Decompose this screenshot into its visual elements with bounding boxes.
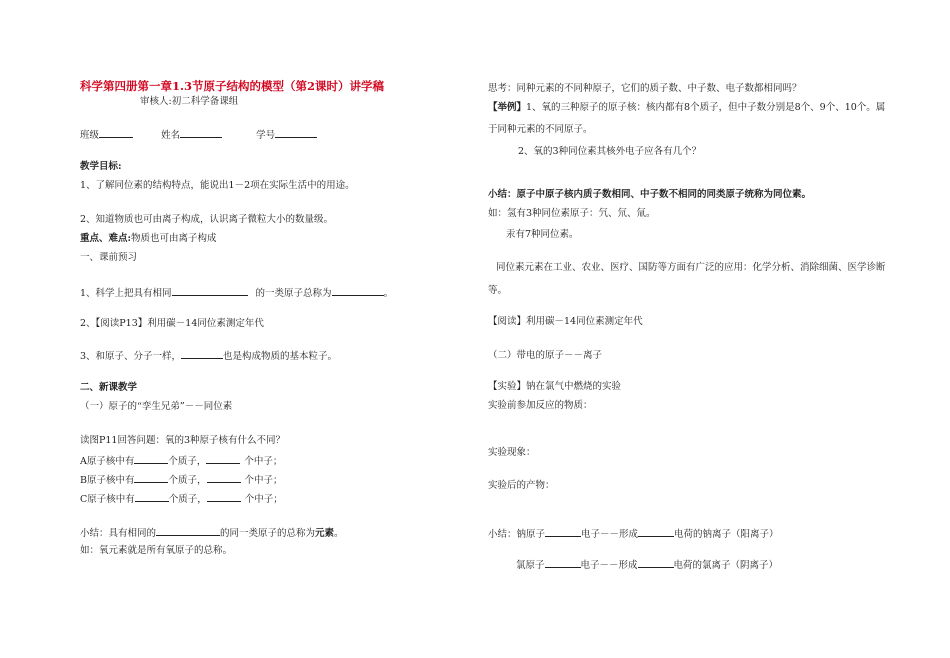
cl-electron-blank[interactable] bbox=[545, 558, 581, 568]
new-lesson-heading: 二、新课教学 bbox=[80, 382, 138, 393]
isotope-subheading: （一）原子的“孪生兄弟”－－同位素 bbox=[80, 401, 233, 412]
na-charge-blank[interactable] bbox=[638, 527, 674, 537]
nucleus-b-row: B原子核中有 个质子， 个中子； bbox=[80, 475, 283, 486]
id-blank[interactable] bbox=[275, 128, 317, 138]
q1-blank-1[interactable] bbox=[172, 286, 248, 296]
cl-charge-blank[interactable] bbox=[638, 558, 674, 568]
isotope-summary: 小结：原子中原子核内质子数相同、中子数不相同的同类原子统称为同位素。 bbox=[488, 189, 812, 200]
goal-1: 1、了解同位素的结构特点，能说出1－2项在实际生活中的用途。 bbox=[80, 180, 355, 191]
think-question: 思考：同种元素的不同种原子，它们的质子数、中子数、电子数都相同吗？ bbox=[488, 83, 802, 94]
phenomenon-label: 实验现象： bbox=[488, 447, 536, 458]
reviewer-line: 审核人:初二科学备课组 bbox=[140, 96, 239, 107]
key-points bbox=[80, 233, 217, 245]
q3-blank[interactable] bbox=[181, 349, 223, 359]
nucleus-a-row: A原子核中有 个质子， 个中子； bbox=[80, 456, 283, 467]
c-neutron-blank[interactable] bbox=[207, 492, 241, 502]
question-2: 2、【阅读P13】利用碳－14同位素测定年代 bbox=[80, 318, 264, 329]
reading-question: 读图P11回答问题：氧的3种原子核有什么不同？ bbox=[80, 435, 286, 446]
ion-subheading: （二）带电的原子－－离子 bbox=[488, 350, 603, 361]
b-proton-blank[interactable] bbox=[134, 473, 168, 483]
example-1-cont: 于同种元素的不同原子。 bbox=[488, 124, 593, 135]
name-label: 姓名 bbox=[161, 130, 181, 141]
element-summary: 小结：具有相同的 的同一类原子的总称为元素。 bbox=[80, 528, 344, 539]
sodium-summary: 小结：钠原子 电子－－形成 电荷的钠离子（阳离子） bbox=[488, 529, 779, 540]
mercury-example: 汞有7种同位素。 bbox=[506, 229, 579, 240]
a-neutron-blank[interactable] bbox=[206, 454, 240, 464]
c-proton-blank[interactable] bbox=[135, 492, 169, 502]
hydrogen-example: 如：氢有3种同位素原子：氕、氘、氚。 bbox=[488, 208, 656, 219]
question-3: 3、和原子、分子一样， 也是构成物质的基本粒子。 bbox=[80, 351, 338, 362]
a-proton-blank[interactable] bbox=[134, 454, 168, 464]
goal-2: 2、知道物质也可由离子构成，认识离子微粒大小的数量级。 bbox=[80, 214, 334, 225]
reading-note: 【阅读】利用碳－14同位素测定年代 bbox=[488, 316, 643, 327]
products-label: 实验后的产物： bbox=[488, 480, 555, 491]
class-label: 班级 bbox=[80, 130, 100, 141]
nucleus-c-row: C原子核中有 个质子， 个中子； bbox=[80, 494, 283, 505]
key-text: 物质也可由离子构成 bbox=[131, 233, 217, 244]
example-1: 【举例】1、氧的三种原子的原子核：核内都有8个质子，但中子数分别是8个、9个、10个。属 bbox=[488, 102, 886, 113]
page-title: 科学第四册第一章1.3节原子结构的模型（第2课时）讲学稿 bbox=[80, 79, 385, 93]
goals-heading: 教学目标: bbox=[80, 161, 122, 172]
q1-blank-2[interactable] bbox=[332, 286, 384, 296]
class-blank[interactable] bbox=[99, 128, 133, 138]
reactants-label: 实验前参加反应的物质： bbox=[488, 400, 593, 411]
experiment-title: 【实验】钠在氯气中燃烧的实验 bbox=[488, 381, 622, 392]
element-example: 如：氧元素就是所有氧原子的总称。 bbox=[80, 545, 233, 556]
id-label: 学号 bbox=[256, 130, 276, 141]
name-blank[interactable] bbox=[180, 128, 222, 138]
example-2: 2、氧的3种同位素其核外电子应各有几个？ bbox=[518, 146, 702, 157]
isotope-uses-cont: 等。 bbox=[488, 285, 508, 296]
key-label: 重点、难点: bbox=[80, 233, 132, 244]
question-1: 1、科学上把具有相同 的一类原子总称为 。 bbox=[80, 288, 394, 299]
student-info-row bbox=[80, 128, 317, 142]
isotope-uses: 同位素元素在工业、农业、医疗、国防等方面有广泛的应用：化学分析、消除细菌、医学诊断 bbox=[496, 262, 886, 273]
chlorine-summary: 氯原子 电子－－形成 电荷的氯离子（阴离子） bbox=[516, 560, 779, 571]
preview-heading: 一、课前预习 bbox=[80, 252, 138, 263]
na-electron-blank[interactable] bbox=[545, 527, 581, 537]
summary-blank[interactable] bbox=[156, 526, 220, 536]
b-neutron-blank[interactable] bbox=[207, 473, 241, 483]
